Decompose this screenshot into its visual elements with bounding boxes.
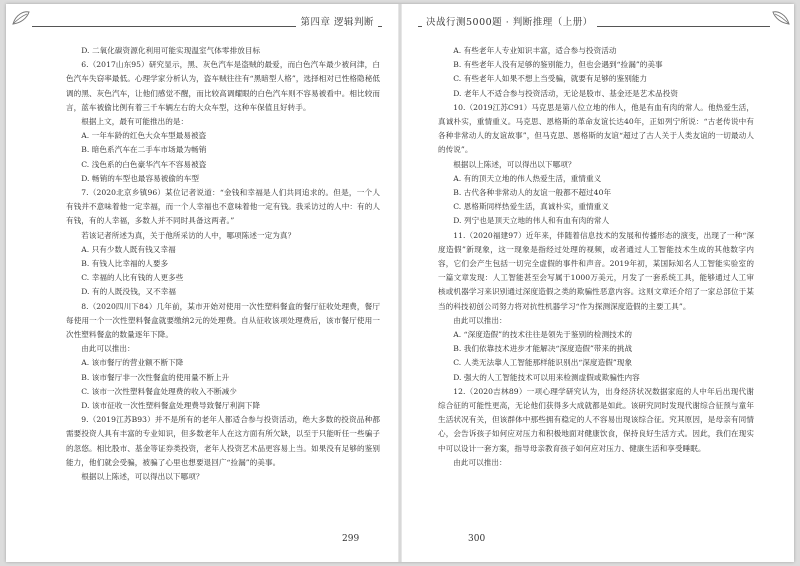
book-spread — [6, 4, 794, 562]
answer-option: B. 我们依靠技术进步才能解决“深度造假”带来的挑战 — [453, 344, 633, 354]
answer-option: B. 古代各种非常动人的友谊一般都不超过40年 — [453, 188, 612, 198]
right-header-title: 决战行测5000题 · 判断推理（上册） — [422, 14, 597, 28]
answer-option: D. 强大的人工智能技术可以用来检测虚假或欺骗性内容 — [453, 372, 640, 382]
paragraph: 6.（2017山东95）研究显示，黑、灰色汽车是盗贼的最爱，而白色汽车最少被问津，白色汽车失窃率最低。心理学家分析认为，盗车贼往往有“黑暗型人格”，选择相对已性格隐秘低调的黑、灰色汽车，让他们感觉不醒，而比较高调耀眼的白色汽车则不容易被看中。相比较而言，蓝车被偷比例有着三千车辆左右的大众车型，这种车保值且好转手。 — [66, 60, 380, 112]
left-page-number: 299 — [342, 534, 360, 544]
paragraph: 根据以上陈述，可以得出以下哪项？ — [453, 159, 576, 169]
answer-option: C. 恩格斯同样热爱生活，真诚朴实，重情重义 — [453, 202, 609, 212]
answer-option: A. “深度造假”的技术往往是领先于鉴别的检测技术的 — [453, 330, 633, 340]
answer-option: D. 老年人不适合参与投资活动，无论是股市、基金还是艺术品投资 — [453, 88, 679, 98]
paragraph: 9.（2019江苏B93）并不是所有的老年人都适合参与投资活动，绝大多数的投资品种都需要投资人具有丰富的专业知识，但多数老年人在这方面有所欠缺，以至于只能听任一些骗子的忽悠。相比股市、基金等证券类投资，老年人投资艺术品更容易上当。如果没有足够的鉴别能力，他们就会受骗，被骗了心里也想要退回广“捡漏”的美事。 — [66, 415, 380, 467]
paragraph: 根据上文，最有可能推出的是： — [81, 117, 189, 127]
answer-option: D. 有的人既没钱，又不幸福 — [81, 287, 177, 297]
paragraph: 由此可以推出： — [453, 457, 507, 467]
left-page — [6, 4, 396, 562]
answer-option: D. 列宁也是顶天立地的伟人和有血有肉的常人 — [453, 216, 610, 226]
answer-option: B. 该市餐厅非一次性餐盒的使用量不断上升 — [81, 372, 230, 382]
leaf-ornament-icon — [770, 8, 792, 28]
paragraph: 11.（2020福建97）近年来，伴随着信息技术的发展和传播形态的演变，出现了一种“深度造假”新现象，这一现象是指经过处理的视频，或者通过人工智能技术生成的其他数字内容，它们会产生包括一切完全虚假的事件和声音。2019年初，某国际知名人工智能实验室的一篇文章发现：人工智能甚至会写属于1000万美元，月发了一套系统工具，能够通过人工审核或机器学习来识别通过深度造假之类的欺骗性恶意内容。这则文章还介绍了一家总部位于某当的科技初创公司努力将对抗性机器学习“作为探测深度造假的主要工具”。 — [438, 230, 754, 311]
answer-option: D. 二氧化碳资源化利用可能实现温室气体零排放目标 — [81, 46, 261, 55]
answer-option: C. 浅色系的白色豪华汽车不容易被盗 — [81, 159, 207, 169]
answer-option: B. 暗色系汽车在二手车市场最为畅销 — [81, 145, 207, 155]
question-prompt: 根据以上陈述，可以得出以下哪项？ — [81, 472, 204, 482]
answer-option: A. 一年车龄的红色大众车型最易被盗 — [81, 131, 207, 141]
answer-option: C. 有些老年人如果不想上当受骗，就要有足够的鉴别能力 — [453, 74, 648, 84]
answer-option: C. 该市一次性塑料餐盒处理费的收入不断减少 — [81, 386, 237, 396]
answer-option: B. 有钱人比幸福的人要多 — [81, 259, 169, 269]
paragraph: 12.（2020吉林89）一项心理学研究认为，出身经济状况数据家庭的人中年后出现代谢综合征的可能性更高，无论他们获得多大成就都是如此。该研究同时发现代谢综合征预与童年生活状况有关，但该群体中那些拥有稳定的人不容易出现该综合征。究其原因，是母亲有同情心，会告诉孩子如何应对压力和积极地面对健康饮食，保持良好生活方式。因此，我们在现实中可以设计一套方案，指导母亲教育孩子如何应对压力、健康生活和享受睡眠。 — [438, 386, 754, 453]
paragraph: 8.（2020四川下84）几年前，某市开始对使用一次性塑料餐盒的餐厅征收处理费，餐厅每使用一个一次性塑料餐盒就要缴纳2元的处理费。自从征收该项处理费后，该市餐厅使用一次性塑料餐盒的数量逐年下降。 — [66, 301, 380, 340]
right-page — [404, 4, 794, 562]
paragraph: 由此可以推出： — [453, 315, 507, 325]
answer-option: A. 该市餐厅的营业额不断下降 — [81, 358, 184, 368]
right-page-number: 300 — [468, 534, 486, 544]
paragraph: 由此可以推出： — [81, 344, 135, 354]
leaf-ornament-icon — [10, 8, 32, 28]
right-page-header — [418, 14, 770, 30]
answer-option: C. 人类无法靠人工智能那样能识别出“深度造假”现象 — [453, 358, 633, 368]
book-gutter — [398, 4, 402, 562]
answer-option: C. 幸福的人比有钱的人更多些 — [81, 273, 184, 283]
answer-option: A. 只有少数人既有钱又幸福 — [81, 244, 176, 254]
paragraph: 7.（2020北京乡镇96）某位记者说道：“金钱和幸福是人们共同追求的。但是，一个人有钱并不意味着他一定幸福，而一个人幸福也不意味着他一定有钱。我采访过的人中：有的人有钱，有的人幸福，多数人并不同时具备这两者。” — [66, 188, 380, 226]
answer-option: A. 有些老年人专业知识丰富，适合参与投资活动 — [453, 46, 617, 55]
paragraph: 10.（2019江苏C91）马克思是第八位立地的伟人，他是有血有肉的常人。他热爱生活，真诚朴实，重情重义。马克思、恩格斯的革命友谊长达40年，正如列宁所说：“古老传说中有各种非常动人的友谊故事”，但马克思、恩格斯的友谊“超过了古人关于人类友谊的一切最动人的传说”。 — [438, 102, 754, 155]
answer-option: A. 有的顶天立地的伟人热爱生活，重情重义 — [453, 173, 602, 183]
left-page-header — [32, 14, 382, 30]
paragraph: 若该记者所述为真，关于他所采访的人中，哪项陈述一定为真？ — [81, 230, 296, 240]
left-page-body — [66, 44, 380, 484]
right-page-body — [438, 44, 754, 470]
answer-option: B. 有些老年人没有足够的鉴别能力，但也会遇到“捡漏”的美事 — [453, 60, 663, 70]
answer-option: D. 该市征收一次性塑料餐盒处理费导致餐厅利润下降 — [81, 401, 261, 411]
left-header-title: 第四章 逻辑判断 — [296, 14, 378, 28]
answer-option: D. 畅销的车型也最容易被偷的车型 — [81, 173, 199, 183]
